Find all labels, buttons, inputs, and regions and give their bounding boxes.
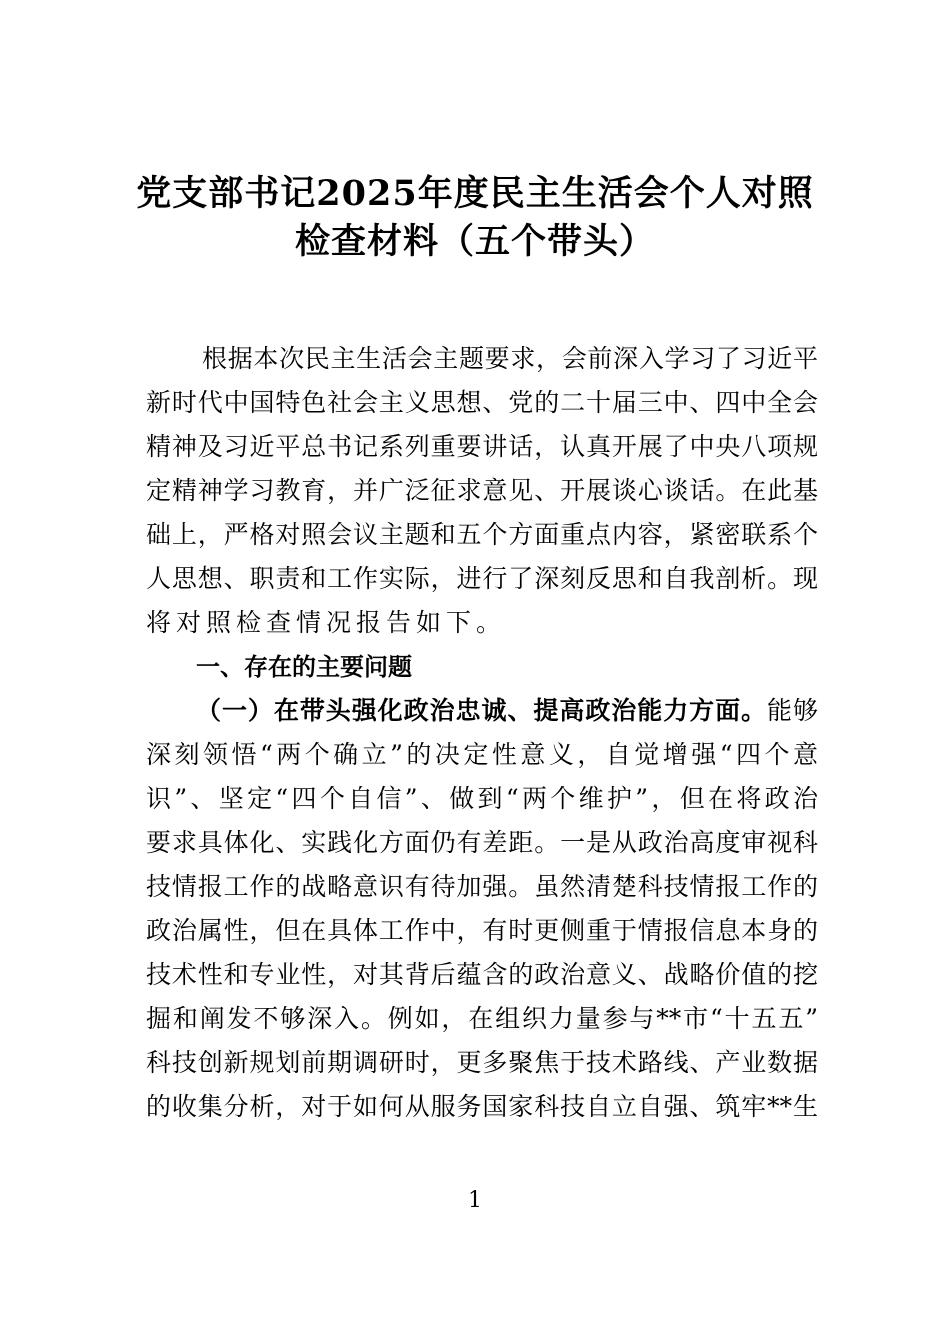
text-line: 人思想、职责和工作实际，进行了深刻反思和自我剖析。现 xyxy=(146,564,818,593)
text-line: 技情报工作的战略意识有待加强。虽然清楚科技情报工作的 xyxy=(146,872,818,901)
document-title-line-1: 党支部书记2025年度民主生活会个人对照 xyxy=(136,173,814,214)
text-line: 识”、坚定“四个自信”、做到“两个维护”，但在将政治 xyxy=(146,784,818,813)
text-line: 新时代中国特色社会主义思想、党的二十届三中、四中全会 xyxy=(146,388,818,417)
section-heading: 一、存在的主要问题 xyxy=(196,653,412,681)
text-segment: 能够 xyxy=(767,696,818,725)
text-line: 定精神学习教育，并广泛征求意见、开展谈心谈话。在此基 xyxy=(146,476,818,505)
text-line: 深刻领悟“两个确立”的决定性意义，自觉增强“四个意 xyxy=(146,740,818,769)
subsection-title: （一）在带头强化政治忠诚、提高政治能力方面。 xyxy=(196,696,768,725)
text-line: 技术性和专业性，对其背后蕴含的政治意义、战略价值的挖 xyxy=(146,960,818,989)
text-line: 础上，严格对照会议主题和五个方面重点内容，紧密联系个 xyxy=(146,520,818,549)
text-line: 政治属性，但在具体工作中，有时更侧重于情报信息本身的 xyxy=(146,916,818,945)
text-line: 精神及习近平总书记系列重要讲话，认真开展了中央八项规 xyxy=(146,432,818,461)
page-number: 1 xyxy=(468,1188,482,1213)
text-line: 将对照检查情况报告如下。 xyxy=(146,608,507,637)
subsection-first-line xyxy=(146,689,818,733)
intro-paragraph xyxy=(146,337,818,1129)
text-line: 的收集分析，对于如何从服务国家科技自立自强、筑牢**生 xyxy=(146,1092,818,1121)
text-line: 科技创新规划前期调研时，更多聚焦于技术路线、产业数据 xyxy=(146,1048,818,1077)
document-title-line-2: 检查材料（五个带头） xyxy=(294,221,655,262)
text-line: 要求具体化、实践化方面仍有差距。一是从政治高度审视科 xyxy=(146,828,818,857)
text-line: 根据本次民主生活会主题要求，会前深入学习了习近平 xyxy=(202,344,818,373)
text-line: 掘和阐发不够深入。例如，在组织力量参与**市“十五五” xyxy=(146,1004,818,1033)
